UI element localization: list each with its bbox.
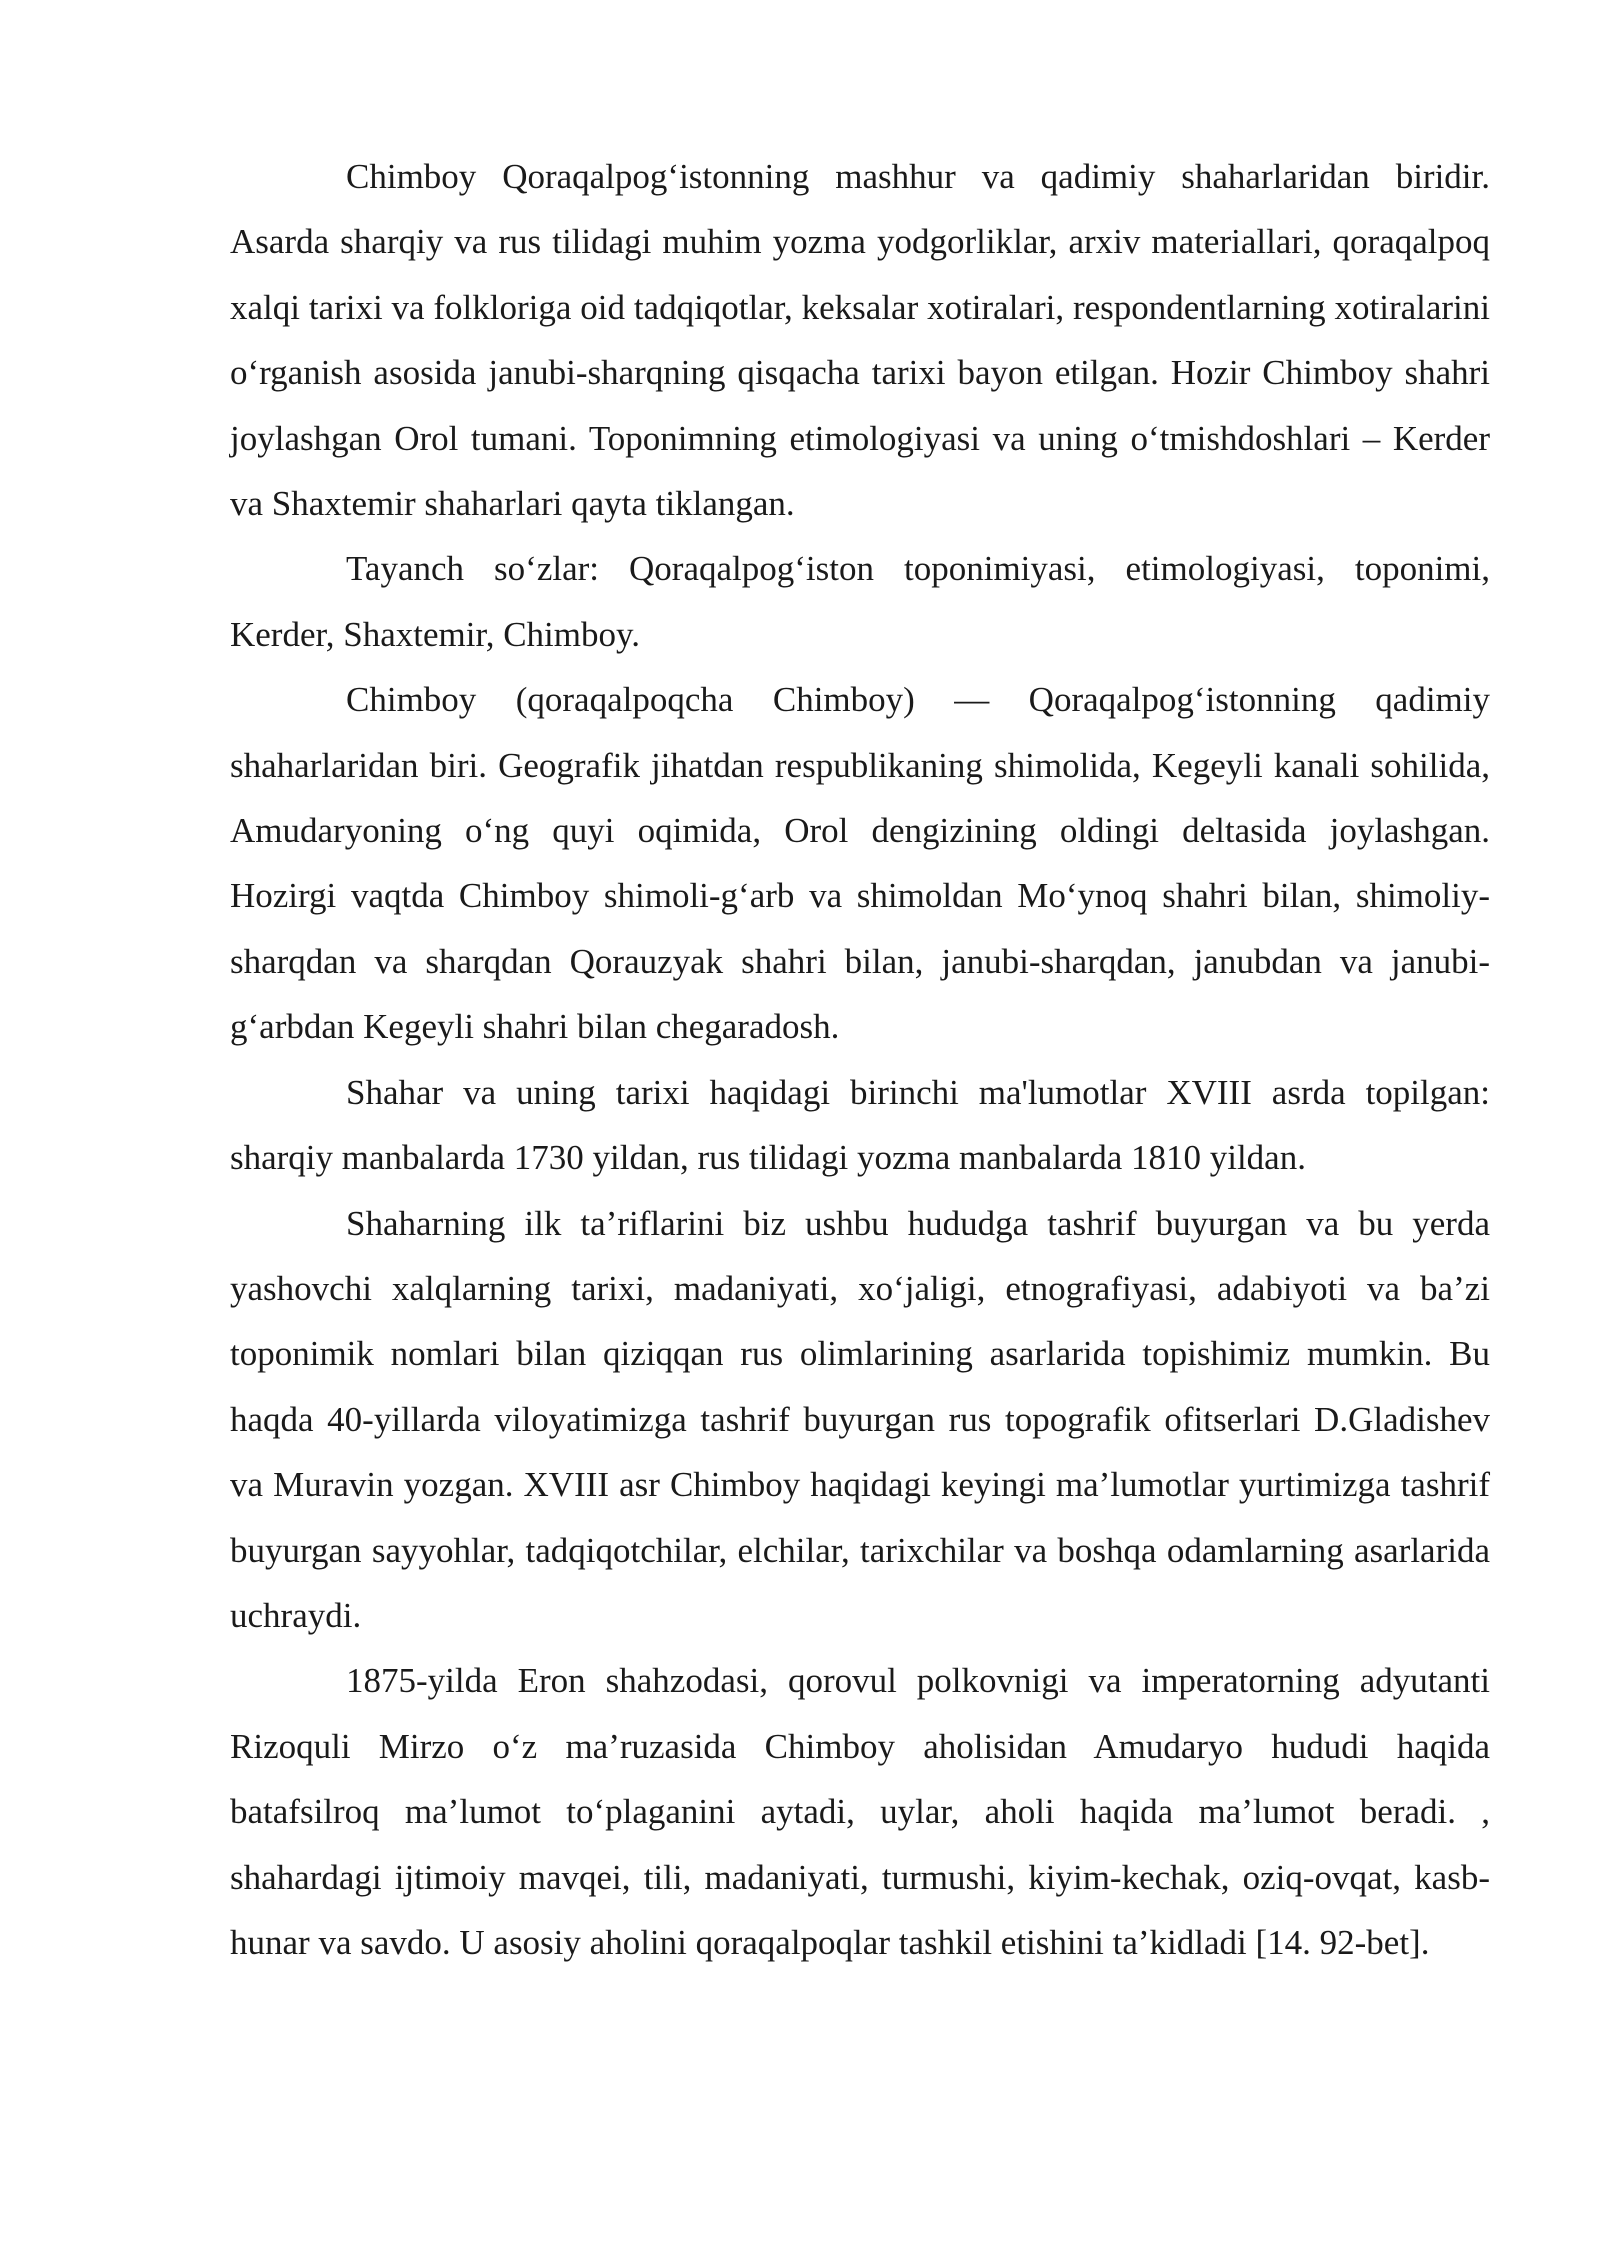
paragraph-first-records: Shahar va uning tarixi haqidagi birinchi ma'lumotlar XVIII asrda topilgan: sharqiy manbalarda 1730 yildan, rus tilidagi yozma manbalarda 1810 yildan. bbox=[230, 1072, 1490, 1178]
paragraph-intro: Chimboy Qoraqalpog‘istonning mashhur va qadimiy shaharlaridan biridir. Asarda sharqiy va rus tilidagi muhim yozma yodgorliklar, arxiv materiallari, qoraqalpoq xalqi tarixi va folkloriga oid tadqiqotlar, keksalar xotiralari, respondentlarning xotiralarini o‘rganish asosida janubi-sharqning qisqacha tarixi bayon etilgan. Hozir Chimboy shahri joylashgan Orol tumani. Toponimning etimologiyasi va uning o‘tmishdoshlari – Kerder va Shaxtemir shaharlari qayta tiklangan. bbox=[230, 157, 1490, 524]
paragraph-rizoquli-mirzo: 1875-yilda Eron shahzodasi, qorovul polkovnigi va imperatorning adyutanti Rizoquli Mirzo o‘z ma’ruzasida Chimboy aholisidan Amudaryo hududi haqida batafsilroq ma’lumot to‘plaganini aytadi, uylar, aholi haqida ma’lumot beradi. , shahardagi ijtimoiy mavqei, tili, madaniyati, turmushi, kiyim-kechak, oziq-ovqat, kasb-hunar va savdo. U asosiy aholini qoraqalpoqlar tashkil etishini ta’kidladi [14. 92-bet]. bbox=[230, 1661, 1490, 1962]
document-page bbox=[230, 144, 1490, 1975]
paragraph-geography: Chimboy (qoraqalpoqcha Chimboy) — Qoraqalpog‘istonning qadimiy shaharlaridan biri. Geografik jihatdan respublikaning shimolida, Kegeyli kanali sohilida, Amudaryoning o‘ng quyi oqimida, Orol dengizining oldingi deltasida joylashgan. Hozirgi vaqtda Chimboy shimoli-g‘arb va shimoldan Mo‘ynoq shahri bilan, shimoliy-sharqdan va sharqdan Qorauzyak shahri bilan, janubi-sharqdan, janubdan va janubi-g‘arbdan Kegeyli shahri bilan chegaradosh. bbox=[230, 680, 1490, 1047]
paragraph-early-descriptions: Shaharning ilk ta’riflarini biz ushbu hududga tashrif buyurgan va bu yerda yashovchi xalqlarning tarixi, madaniyati, xo‘jaligi, etnografiyasi, adabiyoti va ba’zi toponimik nomlari bilan qiziqqan rus olimlarining asarlarida topishimiz mumkin. Bu haqda 40-yillarda viloyatimizga tashrif buyurgan rus topografik ofitserlari D.Gladishev va Muravin yozgan. XVIII asr Chimboy haqidagi keyingi ma’lumotlar yurtimizga tashrif buyurgan sayyohlar, tadqiqotchilar, elchilar, tarixchilar va boshqa odamlarning asarlarida uchraydi. bbox=[230, 1203, 1490, 1635]
paragraph-keywords: Tayanch so‘zlar: Qoraqalpog‘iston toponimiyasi, etimologiyasi, toponimi, Kerder, Shaxtemir, Chimboy. bbox=[230, 549, 1490, 654]
